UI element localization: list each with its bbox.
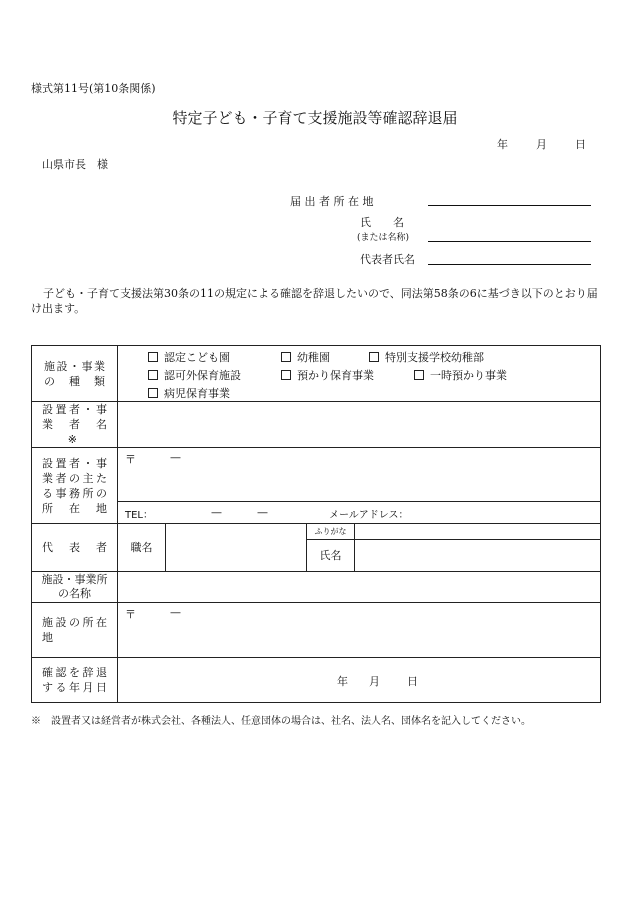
- operator-name-field[interactable]: [118, 402, 601, 448]
- tel-dash-2: —: [257, 506, 268, 519]
- applicant-address-field[interactable]: [428, 205, 591, 206]
- form-number: 様式第11号(第10条関係): [31, 82, 156, 95]
- applicant-address-label: 届 出 者 所 在 地: [290, 195, 374, 208]
- postal-mark: 〒: [125, 453, 136, 466]
- statement-text: 子ども・子育て支援法第30条の11の規定による確認を辞退したいので、同法第58条の6に基づき以下のとおり届け出ます。: [31, 287, 598, 315]
- postal-dash: —: [170, 451, 181, 464]
- rep-name-label: 氏名: [307, 540, 355, 572]
- checkbox-icon[interactable]: [414, 370, 424, 380]
- facility-type-label: 施設・事業の種類: [32, 346, 118, 402]
- facility-type-options: [118, 346, 601, 402]
- email-label: メールアドレス：: [329, 510, 409, 521]
- facility-name-row: [32, 572, 601, 603]
- option-youchien[interactable]: 幼稚園: [281, 349, 330, 365]
- checkbox-icon[interactable]: [148, 352, 158, 362]
- operator-name-label: 設置者・事業者名 ※: [32, 402, 118, 448]
- date-month: 月: [536, 138, 547, 151]
- applicant-name-label: 氏 名: [360, 216, 404, 229]
- representative-name-field[interactable]: [428, 264, 591, 265]
- applicant-name-sublabel: (または名称): [357, 233, 410, 243]
- position-label: 職名: [118, 524, 166, 572]
- asterisk-mark: ※: [67, 433, 77, 446]
- position-field[interactable]: [166, 524, 307, 572]
- rep-name-field[interactable]: [355, 540, 601, 572]
- facility-name-label: 施設・事業所 の名称: [32, 572, 118, 603]
- furigana-field[interactable]: [355, 524, 601, 540]
- checkbox-icon[interactable]: [148, 370, 158, 380]
- operator-address-field[interactable]: [118, 448, 601, 502]
- representative-name-label: 代表者氏名: [360, 253, 415, 266]
- withdrawal-date-row: [32, 658, 601, 703]
- option-azukari-hoiku[interactable]: 預かり保育事業: [281, 367, 374, 383]
- submission-date: [497, 136, 586, 152]
- option-byouji-hoiku[interactable]: 病児保育事業: [148, 385, 230, 401]
- operator-name-row: [32, 402, 601, 448]
- checkbox-icon[interactable]: [281, 352, 291, 362]
- withdrawal-date-field[interactable]: [118, 658, 601, 703]
- facility-name-field[interactable]: [118, 572, 601, 603]
- representative-label: 代 表 者: [32, 524, 118, 572]
- applicant-name-field[interactable]: [428, 241, 591, 242]
- operator-address-row: [32, 448, 601, 502]
- operator-contact-field[interactable]: [118, 502, 601, 524]
- checkbox-icon[interactable]: [281, 370, 291, 380]
- postal-dash: —: [170, 606, 181, 619]
- addressee: 山県市長 様: [42, 158, 108, 171]
- date-year: 年: [497, 138, 508, 151]
- operator-contact-row: [32, 502, 601, 524]
- option-ichiji-azukari[interactable]: 一時預かり事業: [414, 367, 507, 383]
- date-day: 日: [575, 138, 586, 151]
- withdrawal-date-label: 確認を辞退する年月日: [32, 658, 118, 703]
- withdrawal-form-table: [31, 345, 601, 703]
- furigana-label: ふりがな: [307, 524, 355, 540]
- facility-type-row: [32, 346, 601, 402]
- tel-dash-1: —: [211, 506, 222, 519]
- form-title: 特定子ども・子育て支援施設等確認辞退届: [172, 109, 458, 127]
- representative-row-top: [32, 524, 601, 540]
- postal-mark: 〒: [125, 608, 136, 621]
- withdrawal-month: 月: [369, 675, 380, 688]
- option-nintei-kodomoen[interactable]: 認定こども園: [148, 349, 230, 365]
- facility-address-label: 施設の所在地: [32, 603, 118, 658]
- option-ninkagai[interactable]: 認可外保育施設: [148, 367, 241, 383]
- withdrawal-day: 日: [407, 675, 418, 688]
- option-tokubetsu-shien[interactable]: 特別支援学校幼稚部: [369, 349, 484, 365]
- operator-office-label: 設置者・事業者の主たる事務所の所在地: [32, 448, 118, 524]
- tel-label: TEL：: [125, 510, 153, 521]
- footnote: ※ 設置者又は経営者が株式会社、各種法人、任意団体の場合は、社名、法人名、団体名を記入してください。: [31, 716, 531, 727]
- checkbox-icon[interactable]: [148, 388, 158, 398]
- facility-address-row: [32, 603, 601, 658]
- facility-address-field[interactable]: [118, 603, 601, 658]
- checkbox-icon[interactable]: [369, 352, 379, 362]
- withdrawal-year: 年: [337, 675, 348, 688]
